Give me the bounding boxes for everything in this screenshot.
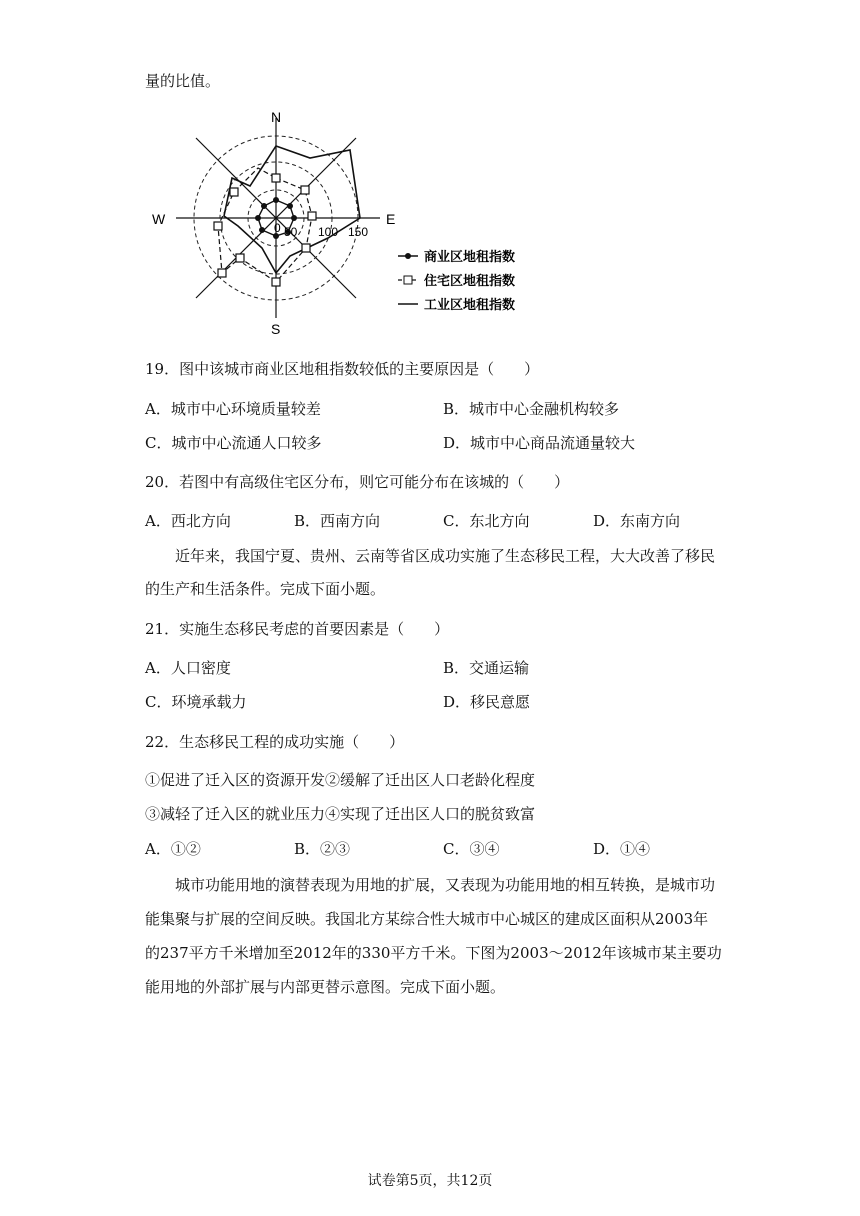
q21-option-b[interactable]: B．交通运输 xyxy=(443,659,530,677)
passage2-line1: 城市功能用地的演替表现为用地的扩展，又表现为功能用地的相互转换，是城市功 xyxy=(175,876,716,894)
q22-option-d[interactable]: D．①④ xyxy=(593,840,651,858)
q19-option-c[interactable]: C．城市中心流通人口较多 xyxy=(145,434,322,452)
q19-stem: 19．图中该城市商业区地租指数较低的主要原因是（ ） xyxy=(145,360,540,378)
legend xyxy=(398,249,515,313)
q20-option-c[interactable]: C．东北方向 xyxy=(443,512,530,530)
ring-50: 50 xyxy=(284,225,298,239)
passage2-line3: 的237平方千米增加至2012年的330平方千米。下图为2003～2012年该城市某主要功 xyxy=(145,944,722,962)
q20-option-b[interactable]: B．西南方向 xyxy=(294,512,381,530)
dir-n: N xyxy=(271,109,282,125)
q21-stem: 21．实施生态移民考虑的首要因素是（ ） xyxy=(145,620,450,638)
ring-0: 0 xyxy=(274,221,281,235)
ring-100: 100 xyxy=(318,225,339,239)
ring-150: 150 xyxy=(348,225,369,239)
dir-s: S xyxy=(271,321,281,337)
q20-option-a[interactable]: A．西北方向 xyxy=(145,512,231,530)
q19-option-d[interactable]: D．城市中心商品流通量较大 xyxy=(443,434,636,452)
q22-statement-1: ①促进了迁入区的资源开发②缓解了迁出区人口老龄化程度 xyxy=(145,771,536,789)
q21-option-c[interactable]: C．环境承载力 xyxy=(145,693,247,711)
legend-industrial: 工业区地租指数 xyxy=(424,298,516,313)
legend-residential: 住宅区地租指数 xyxy=(424,274,516,289)
q22-option-c[interactable]: C．③④ xyxy=(443,840,500,858)
dir-w: W xyxy=(152,211,166,227)
q22-statement-2: ③减轻了迁入区的就业压力④实现了迁出区人口的脱贫致富 xyxy=(145,805,536,823)
legend-commercial: 商业区地租指数 xyxy=(424,250,516,265)
passage2-line2: 能集聚与扩展的空间反映。我国北方某综合性大城市中心城区的建成区面积从2003年 xyxy=(145,910,709,928)
dir-e: E xyxy=(386,211,396,227)
q22-option-b[interactable]: B．②③ xyxy=(294,840,351,858)
passage1-line2: 的生产和生活条件。完成下面小题。 xyxy=(145,580,386,598)
rent-index-radar-figure xyxy=(140,108,580,340)
q22-stem: 22．生态移民工程的成功实施（ ） xyxy=(145,733,405,751)
q19-option-a[interactable]: A．城市中心环境质量较差 xyxy=(145,400,321,418)
passage1-line1: 近年来，我国宁夏、贵州、云南等省区成功实施了生态移民工程，大大改善了移民 xyxy=(175,547,716,565)
q22-option-a[interactable]: A．①② xyxy=(145,840,201,858)
q20-stem: 20．若图中有高级住宅区分布，则它可能分布在该城的（ ） xyxy=(145,473,570,491)
page-footer: 试卷第5页，共12页 xyxy=(367,1173,493,1189)
q21-option-d[interactable]: D．移民意愿 xyxy=(443,693,531,711)
q20-option-d[interactable]: D．东南方向 xyxy=(593,512,681,530)
q19-option-b[interactable]: B．城市中心金融机构较多 xyxy=(443,400,620,418)
passage2-line4: 能用地的外部扩展与内部更替示意图。完成下面小题。 xyxy=(145,978,506,996)
q21-option-a[interactable]: A．人口密度 xyxy=(145,659,231,677)
intro-tail: 量的比值。 xyxy=(145,72,221,90)
